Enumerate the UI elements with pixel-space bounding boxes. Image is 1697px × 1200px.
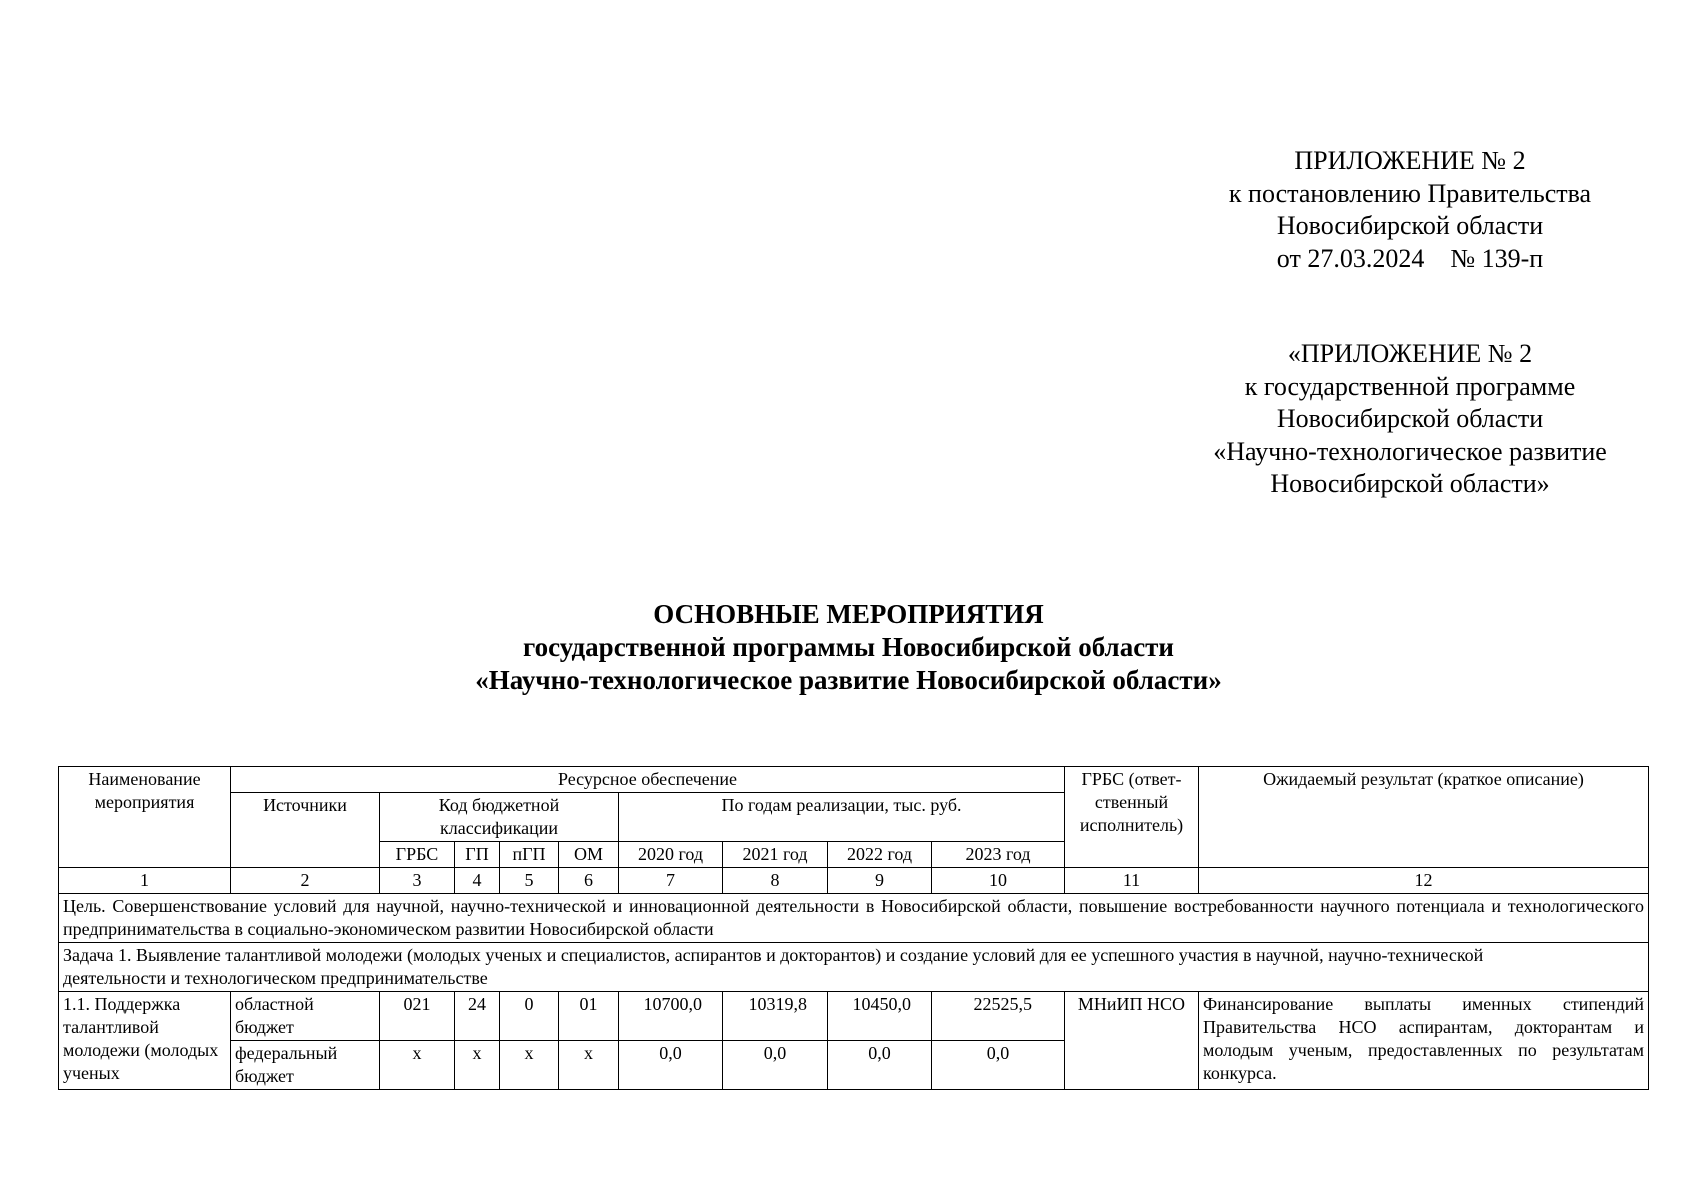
result-cell: Финансирование выплаты именных стипендий Правительства НСО аспирантам, докторантам и молодым ученым, предоставленных по результатам конкурса. xyxy=(1199,992,1649,1090)
appendix-line: к государственной программе xyxy=(1244,371,1576,401)
column-number: 8 xyxy=(723,868,828,894)
measures-table xyxy=(58,766,1649,1090)
column-number: 3 xyxy=(380,868,455,894)
task-text: Задача 1. Выявление талантливой молодежи (молодых ученых и специалистов, аспирантов и докторантов) и создание условий для ее успешного участия в научной, научно-технической деятельности и технологическом предпринимательстве xyxy=(59,943,1649,992)
code-cell: x xyxy=(380,1041,455,1090)
appendix-line: Новосибирской области xyxy=(1276,211,1544,240)
column-number: 1 xyxy=(59,868,231,894)
appendix-line: Новосибирской области» xyxy=(1270,469,1550,498)
header-year: 2021 год xyxy=(723,842,828,868)
column-number: 10 xyxy=(932,868,1065,894)
code-cell: 0 xyxy=(500,992,559,1041)
value-cell: 10319,8 xyxy=(723,992,828,1041)
column-number: 11 xyxy=(1065,868,1199,894)
code-cell: x xyxy=(559,1041,619,1090)
header-grbs-executor: ГРБС (ответ-ственный исполнитель) xyxy=(1065,767,1199,868)
column-number: 6 xyxy=(559,868,619,894)
title-line: «Научно-технологическое развитие Новосибирской области» xyxy=(475,665,1222,695)
code-cell: x xyxy=(500,1041,559,1090)
appendix-line: «Научно-технологическое развитие xyxy=(1213,436,1607,466)
header-year: 2023 год xyxy=(932,842,1065,868)
appendix-line: ПРИЛОЖЕНИЕ № 2 xyxy=(1294,146,1526,175)
goal-text: Цель. Совершенствование условий для научной, научно-технической и инновационной деятельности в Новосибирской области, повышение востребованности научного потенциала и технологического предпринимательства в социально-экономическом развитии Новосибирской области xyxy=(59,894,1649,943)
header-expected-result: Ожидаемый результат (краткое описание) xyxy=(1199,767,1649,868)
header-code-om: ОМ xyxy=(559,842,619,868)
column-number: 4 xyxy=(455,868,500,894)
column-number-row xyxy=(59,868,1649,894)
appendix-reference-program xyxy=(1150,338,1670,501)
column-number: 12 xyxy=(1199,868,1649,894)
goal-row xyxy=(59,894,1649,943)
code-cell: 021 xyxy=(380,992,455,1041)
header-code-gp: ГП xyxy=(455,842,500,868)
value-cell: 10700,0 xyxy=(619,992,723,1041)
value-cell: 0,0 xyxy=(932,1041,1065,1090)
code-cell: 24 xyxy=(455,992,500,1041)
value-cell: 0,0 xyxy=(619,1041,723,1090)
column-number: 2 xyxy=(231,868,380,894)
column-number: 7 xyxy=(619,868,723,894)
source-cell: федеральный бюджет xyxy=(231,1041,380,1090)
appendix-line: Новосибирской области xyxy=(1276,404,1544,433)
header-resources: Ресурсное обеспечение xyxy=(231,767,1065,793)
title-line: государственной программы Новосибирской области xyxy=(523,632,1174,662)
value-cell: 10450,0 xyxy=(828,992,932,1041)
appendix-line: к постановлению Правительства xyxy=(1228,178,1592,208)
appendix-reference-resolution xyxy=(1180,145,1640,275)
source-cell: областной бюджет xyxy=(231,992,380,1041)
value-cell: 0,0 xyxy=(723,1041,828,1090)
value-cell: 22525,5 xyxy=(932,992,1065,1041)
column-number: 5 xyxy=(500,868,559,894)
header-year: 2022 год xyxy=(828,842,932,868)
header-year: 2020 год xyxy=(619,842,723,868)
measure-row xyxy=(59,992,1649,1041)
code-cell: x xyxy=(455,1041,500,1090)
header-code-pgp: пГП xyxy=(500,842,559,868)
document-title xyxy=(0,598,1697,697)
value-cell: 0,0 xyxy=(828,1041,932,1090)
column-number: 9 xyxy=(828,868,932,894)
code-cell: 01 xyxy=(559,992,619,1041)
header-row xyxy=(59,767,1649,793)
header-code-grbs: ГРБС xyxy=(380,842,455,868)
appendix-line: от 27.03.2024 № 139-п xyxy=(1276,243,1544,273)
header-name: Наименование мероприятия xyxy=(59,767,231,868)
executor-cell: МНиИП НСО xyxy=(1065,992,1199,1090)
header-budget-code: Код бюджетной классификации xyxy=(380,793,619,842)
header-by-years: По годам реализации, тыс. руб. xyxy=(619,793,1065,842)
header-sources: Источники xyxy=(231,793,380,868)
measure-name: 1.1. Поддержка талантливой молодежи (молодых ученых xyxy=(59,992,231,1090)
appendix-line: «ПРИЛОЖЕНИЕ № 2 xyxy=(1287,339,1533,368)
title-line: ОСНОВНЫЕ МЕРОПРИЯТИЯ xyxy=(653,599,1044,629)
task-row xyxy=(59,943,1649,992)
